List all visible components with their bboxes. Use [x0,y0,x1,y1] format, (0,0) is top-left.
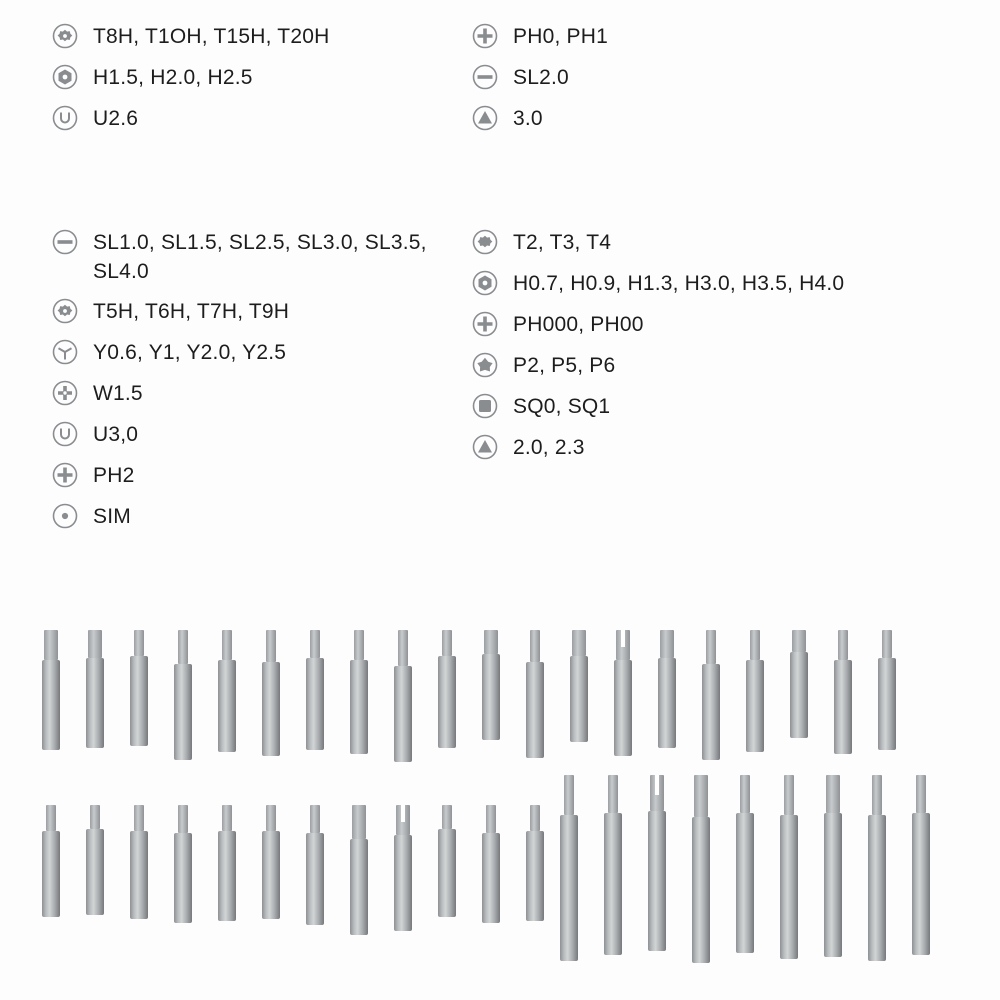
bit-shaft [746,660,764,752]
bit-shaft [834,660,852,754]
bit-tip [784,775,794,815]
bit [908,775,934,955]
legend-label: T8H, T1OH, T15H, T20H [93,25,330,48]
legend-label: U3,0 [93,423,139,446]
bit-tip [572,630,586,656]
bit-tip [310,805,320,833]
bit-fork-notch [621,630,625,647]
bit-shaft [350,839,368,935]
bit [346,630,372,754]
bit-illustrations [0,612,1000,1000]
sim-dot-icon [52,503,78,529]
bit-tip [354,630,364,660]
bit-shaft [648,811,666,951]
bit-shaft [174,664,192,760]
torx-security-icon [52,298,78,324]
bit [170,630,196,760]
legend-row [472,104,952,134]
bit-fork-notch [401,805,405,822]
bit-tip [838,630,848,660]
bit [522,805,548,921]
bit-tip [442,805,452,829]
slotted-icon [472,64,498,90]
bit-row-bottom-left [38,805,566,935]
legend-label: H1.5, H2.0, H2.5 [93,66,253,89]
legend-label: T5H, T6H, T7H, T9H [93,300,290,323]
bit-tip [46,805,56,831]
bit-tip [222,805,232,831]
legend-row [52,22,462,52]
bit-shaft [394,666,412,762]
bit [258,805,284,919]
bit-shaft [218,660,236,752]
bit-tip [178,805,188,833]
bit [566,630,592,742]
bit-tip [310,630,320,658]
bit-tip [442,630,452,656]
bit-tip [352,805,366,839]
bit [522,630,548,758]
bit-tip [750,630,760,660]
bit [302,630,328,750]
legend-label: PH0, PH1 [513,25,608,48]
bit-shaft [306,658,324,750]
legend-row [472,63,952,93]
bit-tip [222,630,232,660]
hex-filled-icon [472,270,498,296]
bit-tip [564,775,574,815]
bit [38,630,64,750]
bit [698,630,724,760]
bit-shaft [130,831,148,919]
bit-shaft [702,664,720,760]
bit-tip [792,630,806,652]
legend-row [52,297,462,327]
bit [214,630,240,752]
triangle-icon [472,105,498,131]
legend-row [52,228,462,286]
bit [600,775,626,955]
bit-tip [178,630,188,664]
bit-shaft [86,829,104,915]
legend-row [472,351,952,381]
legend-row [472,392,952,422]
bit [776,775,802,959]
bit-tip [740,775,750,813]
bit-tip [88,630,102,658]
legend-row [52,338,462,368]
legend-row [52,104,462,134]
triangle-icon [472,434,498,460]
u-shape-icon [52,105,78,131]
bit [786,630,812,738]
bit-tip [530,630,540,662]
legend-label: P2, P5, P6 [513,354,616,377]
bit [820,775,846,957]
legend-label: T2, T3, T4 [513,231,612,254]
bit [390,630,416,762]
legend-row [52,379,462,409]
legend-label: W1.5 [93,382,143,405]
bit [742,630,768,752]
bit-shaft [482,654,500,740]
bit-row-bottom-right [556,775,952,963]
bit-tip [398,630,408,666]
legend-label: PH2 [93,464,135,487]
bit-tip [530,805,540,831]
bit [644,775,670,951]
bit-shaft [912,813,930,955]
torx-icon [472,229,498,255]
legend-label: SQ0, SQ1 [513,395,611,418]
bit-tip [134,805,144,831]
hex-filled-icon [52,64,78,90]
legend-label: Y0.6, Y1, Y2.0, Y2.5 [93,341,287,364]
u-shape-icon [52,421,78,447]
bit-shaft [790,652,808,738]
bit-shaft [526,662,544,758]
bit-tip [694,775,708,817]
bit-shaft [306,833,324,925]
legend-label: SIM [93,505,131,528]
bit [38,805,64,917]
bit [830,630,856,754]
bit-shaft [350,660,368,754]
bit-shaft [262,831,280,919]
bit-tip [90,805,100,829]
bit-tip [486,805,496,833]
bit-shaft [824,813,842,957]
legend-label: PH000, PH00 [513,313,644,336]
legend-label: 2.0, 2.3 [513,436,585,459]
legend-row [472,22,952,52]
bit-shaft [614,660,632,756]
legend-label: SL1.0, SL1.5, SL2.5, SL3.0, SL3.5, SL4.0 [93,231,427,283]
legend-group-top-left [52,22,462,145]
bit-tip [882,630,892,658]
bit-tip [266,630,276,662]
bit-tip [608,775,618,813]
bit-shaft [42,660,60,750]
bit-tip [484,630,498,654]
bit [346,805,372,935]
tri-wing-icon [52,339,78,365]
bit [864,775,890,961]
bit-shaft [868,815,886,961]
legend-row [52,63,462,93]
bit-shaft [526,831,544,921]
bit [874,630,900,750]
bit-tip [660,630,674,658]
bit-shaft [86,658,104,748]
legend-row [52,420,462,450]
bit [478,805,504,923]
bit [126,805,152,919]
bit-shaft [394,835,412,931]
bit-shaft [560,815,578,961]
legend-group-bottom-left [52,228,462,543]
bit-tip [872,775,882,815]
bit [434,630,460,748]
bit-tip [134,630,144,656]
bit [82,630,108,748]
bit [478,630,504,740]
bit [258,630,284,756]
bit-shaft [42,831,60,917]
bit [610,630,636,756]
legend-row [472,433,952,463]
bit [434,805,460,917]
legend-label: U2.6 [93,107,139,130]
torx-security-icon [52,23,78,49]
bit [688,775,714,963]
legend-row [52,461,462,491]
bit [126,630,152,746]
square-icon [472,393,498,419]
legend-row [472,269,952,299]
bit-tip [706,630,716,664]
pentalobe-icon [472,352,498,378]
legend-label: SL2.0 [513,66,569,89]
bit [654,630,680,748]
bit-shaft [780,815,798,959]
bit [82,805,108,915]
bit-shaft [658,658,676,748]
bit-shaft [482,833,500,923]
bit [556,775,582,961]
bit-shaft [218,831,236,921]
bit-tip [826,775,840,813]
bit-shaft [262,662,280,756]
legend-group-top-right [472,22,952,145]
bit-shaft [878,658,896,750]
bit [732,775,758,953]
bit [214,805,240,921]
bit [302,805,328,925]
legend-group-bottom-right [472,228,952,474]
bit-shaft [570,656,588,742]
bit-fork-notch [655,775,659,795]
slotted-icon [52,229,78,255]
bit-tip [916,775,926,813]
bit-shaft [438,656,456,748]
phillips-icon [472,23,498,49]
legend-row [472,228,952,258]
bit-shaft [736,813,754,953]
legend-label: 3.0 [513,107,543,130]
phillips-icon [472,311,498,337]
phillips-icon [52,462,78,488]
bit-shaft [174,833,192,923]
bit [390,805,416,931]
bit-tip [44,630,58,660]
bit-row-top [38,630,918,762]
bit [170,805,196,923]
legend-row [472,310,952,340]
legend-row [52,502,462,532]
legend-label: H0.7, H0.9, H1.3, H3.0, H3.5, H4.0 [513,272,845,295]
cross-square-icon [52,380,78,406]
bit-tip [266,805,276,831]
bit-shaft [438,829,456,917]
bit-shaft [604,813,622,955]
bit-shaft [130,656,148,746]
bit-shaft [692,817,710,963]
